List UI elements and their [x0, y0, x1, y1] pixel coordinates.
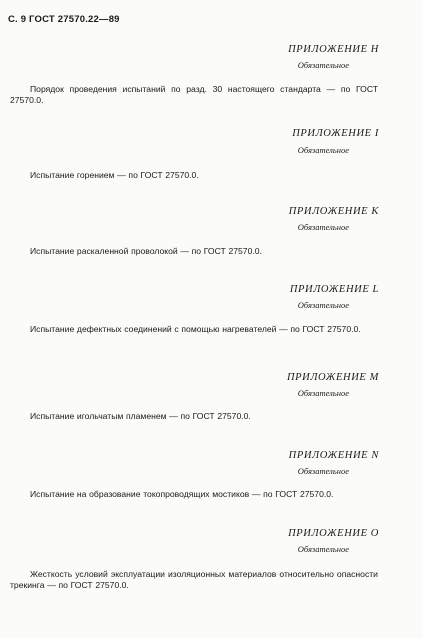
appendix-n-title: ПРИЛОЖЕНИЕ N [288, 450, 379, 461]
appendix-i-title: ПРИЛОЖЕНИЕ I [292, 128, 379, 139]
appendix-n-status: Обязательное [297, 466, 349, 476]
appendix-h-title: ПРИЛОЖЕНИЕ Н [288, 44, 379, 55]
appendix-i-status: Обязательное [297, 145, 349, 155]
appendix-h-status: Обязательное [297, 60, 349, 70]
appendix-k-status: Обязательное [297, 222, 349, 232]
appendix-m-status: Обязательное [297, 388, 349, 398]
appendix-k-title: ПРИЛОЖЕНИЕ К [288, 206, 379, 217]
appendix-m-title: ПРИЛОЖЕНИЕ М [286, 372, 379, 383]
appendix-l-status: Обязательное [297, 300, 349, 310]
appendix-m-text: Испытание игольчатым пламенем — по ГОСТ 27570.0. [30, 411, 251, 421]
appendix-n-text: Испытание на образование токопроводящих мостиков — по ГОСТ 27570.0. [30, 489, 334, 499]
appendix-o-status: Обязательное [297, 544, 349, 554]
appendix-i-text: Испытание горением — по ГОСТ 27570.0. [30, 170, 199, 180]
appendix-o-title: ПРИЛОЖЕНИЕ О [288, 528, 379, 539]
appendix-k-text: Испытание раскаленной проволокой — по ГОСТ 27570.0. [30, 246, 262, 256]
appendix-h-text: Порядок проведения испытаний по разд. 30 настоящего стандарта — по ГОСТ 27570.0. [10, 84, 378, 105]
appendix-l-text: Испытание дефектных соединений с помощью нагревателей — по ГОСТ 27570.0. [30, 324, 361, 334]
page-header: С. 9 ГОСТ 27570.22—89 [8, 14, 120, 25]
appendix-o-text: Жесткость условий эксплуатации изоляционных материалов относительно опасности трекинга — по ГОСТ 27570.0. [10, 569, 378, 590]
appendix-l-title: ПРИЛОЖЕНИЕ L [289, 284, 379, 295]
